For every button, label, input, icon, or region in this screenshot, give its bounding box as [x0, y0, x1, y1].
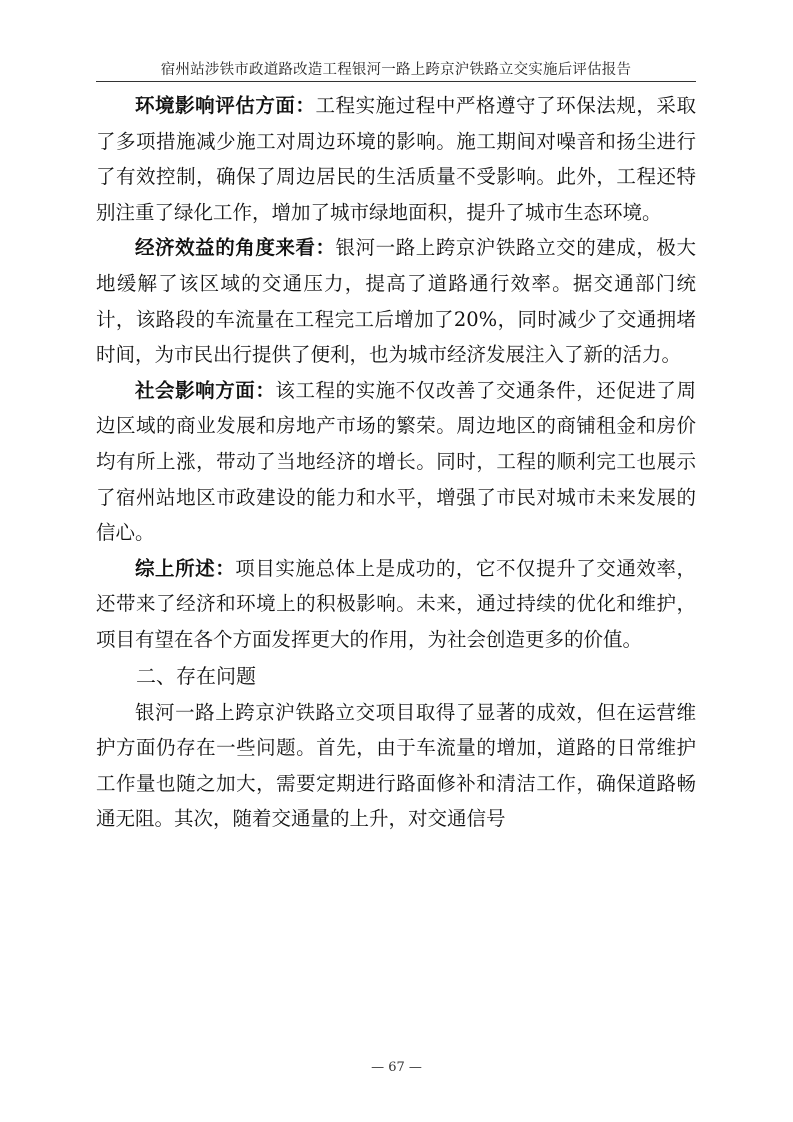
page-number: — 67 — [371, 1060, 422, 1075]
paragraph-social [96, 373, 696, 551]
header-divider [96, 81, 696, 82]
document-body [96, 88, 696, 837]
paragraph-text: 工程实施过程中严格遵守了环保法规，采取了多项措施减少施工对周边环境的影响。施工期间对噪音和扬尘进行了有效控制，确保了周边居民的生活质量不受影响。此外，工程还特别注重了绿化工作，增加了城市绿地面积，提升了城市生态环境。 [96, 94, 696, 224]
paragraph-lead: 环境影响评估方面： [135, 94, 316, 117]
paragraph-problems: 银河一路上跨京沪铁路立交项目取得了显著的成效，但在运营维护方面仍存在一些问题。首先，由于车流量的增加，道路的日常维护工作量也随之加大，需要定期进行路面修补和清洁工作，确保道路畅通无阻。其次，随着交通量的上升，对交通信号 [96, 700, 696, 831]
paragraph-lead: 综上所述： [135, 556, 236, 580]
paragraph-economic [96, 230, 696, 372]
paragraph-summary [96, 551, 696, 658]
paragraph-text: 项目实施总体上是成功的，它不仅提升了交通效率，还带来了经济和环境上的积极影响。未来，通过持续的优化和维护，项目有望在各个方面发挥更大的作用，为社会创造更多的价值。 [96, 556, 696, 651]
paragraph-environment [96, 88, 696, 230]
section-heading: 二、存在问题 [136, 663, 256, 688]
paragraph-text: 该工程的实施不仅改善了交通条件，还促进了周边区域的商业发展和房地产市场的繁荣。周边地区的商铺租金和房价均有所上涨，带动了当地经济的增长。同时，工程的顺利完工也展示了宿州站地区市政建设的能力和水平，增强了市民对城市未来发展的信心。 [96, 378, 696, 545]
paragraph-lead: 社会影响方面： [135, 378, 276, 402]
paragraph-text: 银河一路上跨京沪铁路立交的建成，极大地缓解了该区域的交通压力，提高了道路通行效率。据交通部门统计，该路段的车流量在工程完工后增加了20%，同时减少了交通拥堵时间，为市民出行提供了便利，也为城市经济发展注入了新的活力。 [96, 236, 696, 367]
paragraph-lead: 经济效益的角度来看： [135, 236, 336, 260]
running-header: 宿州站涉铁市政道路改造工程银河一路上跨京沪铁路立交实施后评估报告 [160, 62, 632, 78]
